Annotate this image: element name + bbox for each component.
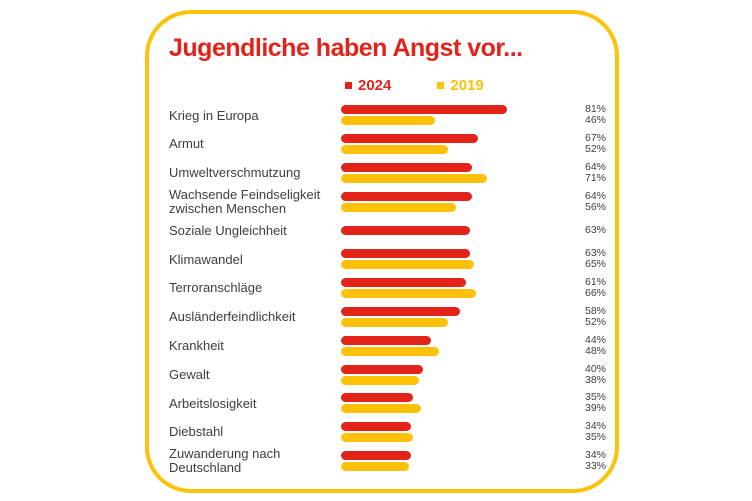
category-label: Wachsende Feindseligkeit zwischen Menschen [169, 187, 321, 216]
value-2024: 58% [584, 304, 606, 317]
category-label: Krankheit [169, 338, 224, 354]
value-2024: 34% [584, 420, 606, 433]
value-2019: 56% [584, 200, 606, 213]
value-labels [584, 277, 615, 299]
chart-row [149, 447, 615, 476]
value-2019: 66% [584, 287, 606, 300]
value-labels [584, 450, 615, 472]
value-2019: 33% [584, 459, 606, 472]
chart-row [149, 187, 615, 216]
legend-marker-2024-icon [345, 82, 352, 89]
value-2024: 35% [584, 391, 606, 404]
chart-row [149, 331, 615, 360]
value-labels [584, 364, 615, 386]
value-labels [584, 248, 615, 270]
bar-2019 [341, 116, 435, 125]
value-2019: 48% [584, 344, 606, 357]
value-2019: 35% [584, 431, 606, 444]
chart-row [149, 303, 615, 332]
legend-marker-2019-icon [437, 82, 444, 89]
bar-2024 [341, 134, 478, 143]
value-labels [584, 133, 615, 155]
category-label: Terroranschläge [169, 280, 263, 296]
value-labels [584, 162, 615, 184]
value-2024: 67% [584, 132, 606, 145]
chart-row [149, 216, 615, 245]
value-2024: 34% [584, 448, 606, 461]
value-2024: 64% [584, 160, 606, 173]
bar-group [341, 422, 584, 442]
bar-2019 [341, 433, 413, 442]
category-label: Armut [169, 136, 204, 152]
value-2024: 40% [584, 362, 606, 375]
bar-2024 [341, 278, 466, 287]
value-2024: 64% [584, 189, 606, 202]
bar-2019 [341, 376, 419, 385]
bar-2024 [341, 422, 411, 431]
bar-2019 [341, 404, 421, 413]
chart-row [149, 130, 615, 159]
bar-2024 [341, 163, 472, 172]
value-labels [584, 104, 615, 126]
legend-label-2019: 2019 [450, 77, 484, 94]
category-label: Diebstahl [169, 424, 224, 440]
value-2024: 63% [584, 247, 606, 260]
value-labels [584, 225, 615, 236]
bar-2019 [341, 347, 439, 356]
chart-row [149, 274, 615, 303]
bar-2024 [341, 226, 470, 235]
value-labels [584, 335, 615, 357]
bar-group [341, 105, 584, 125]
value-2019: 71% [584, 171, 606, 184]
legend-label-2024: 2024 [358, 77, 392, 94]
chart-row [149, 360, 615, 389]
bar-2024 [341, 105, 507, 114]
category-label: Klimawandel [169, 251, 243, 267]
value-labels [584, 392, 615, 414]
value-2019: 39% [584, 402, 606, 415]
bar-group [341, 336, 584, 356]
bar-group [341, 163, 584, 183]
chart-legend [345, 77, 615, 94]
bar-group [341, 307, 584, 327]
value-2019: 65% [584, 258, 606, 271]
legend-item-2024 [345, 77, 391, 94]
value-labels [584, 421, 615, 443]
bar-group [341, 278, 584, 298]
bar-2019 [341, 260, 474, 269]
category-label: Krieg in Europa [169, 107, 259, 123]
bar-2019 [341, 174, 487, 183]
category-label: Ausländerfeindlichkeit [169, 309, 296, 325]
bar-2019 [341, 145, 448, 154]
bar-2024 [341, 451, 411, 460]
bar-group [341, 192, 584, 212]
bar-2019 [341, 462, 409, 471]
bar-group [341, 365, 584, 385]
value-2024: 63% [584, 224, 606, 237]
category-label: Umweltverschmutzung [169, 165, 301, 181]
value-2024: 61% [584, 276, 606, 289]
chart-row [149, 389, 615, 418]
value-2019: 38% [584, 373, 606, 386]
chart-rows [149, 101, 615, 475]
bar-group [341, 393, 584, 413]
bar-2019 [341, 318, 448, 327]
value-labels [584, 306, 615, 328]
value-labels [584, 191, 615, 213]
bar-2019 [341, 289, 476, 298]
value-2024: 81% [584, 103, 606, 116]
value-2024: 44% [584, 333, 606, 346]
value-2019: 46% [584, 114, 606, 127]
bar-2024 [341, 336, 431, 345]
bar-2024 [341, 393, 413, 402]
bar-2024 [341, 307, 460, 316]
bar-group [341, 451, 584, 471]
chart-row [149, 245, 615, 274]
value-2019: 52% [584, 143, 606, 156]
chart-card [145, 10, 619, 493]
bar-2019 [341, 203, 456, 212]
bar-group [341, 134, 584, 154]
bar-2024 [341, 365, 423, 374]
chart-row [149, 101, 615, 130]
bar-group [341, 249, 584, 269]
legend-item-2019 [437, 77, 483, 94]
bar-2024 [341, 192, 472, 201]
category-label: Soziale Ungleichheit [169, 222, 287, 238]
category-label: Arbeitslosigkeit [169, 395, 257, 411]
chart-row [149, 159, 615, 188]
category-label: Zuwanderung nach Deutschland [169, 446, 281, 475]
bar-group [341, 226, 584, 235]
category-label: Gewalt [169, 366, 210, 382]
chart-title: Jugendliche haben Angst vor... [169, 34, 523, 62]
value-2019: 52% [584, 315, 606, 328]
bar-2024 [341, 249, 470, 258]
chart-row [149, 418, 615, 447]
